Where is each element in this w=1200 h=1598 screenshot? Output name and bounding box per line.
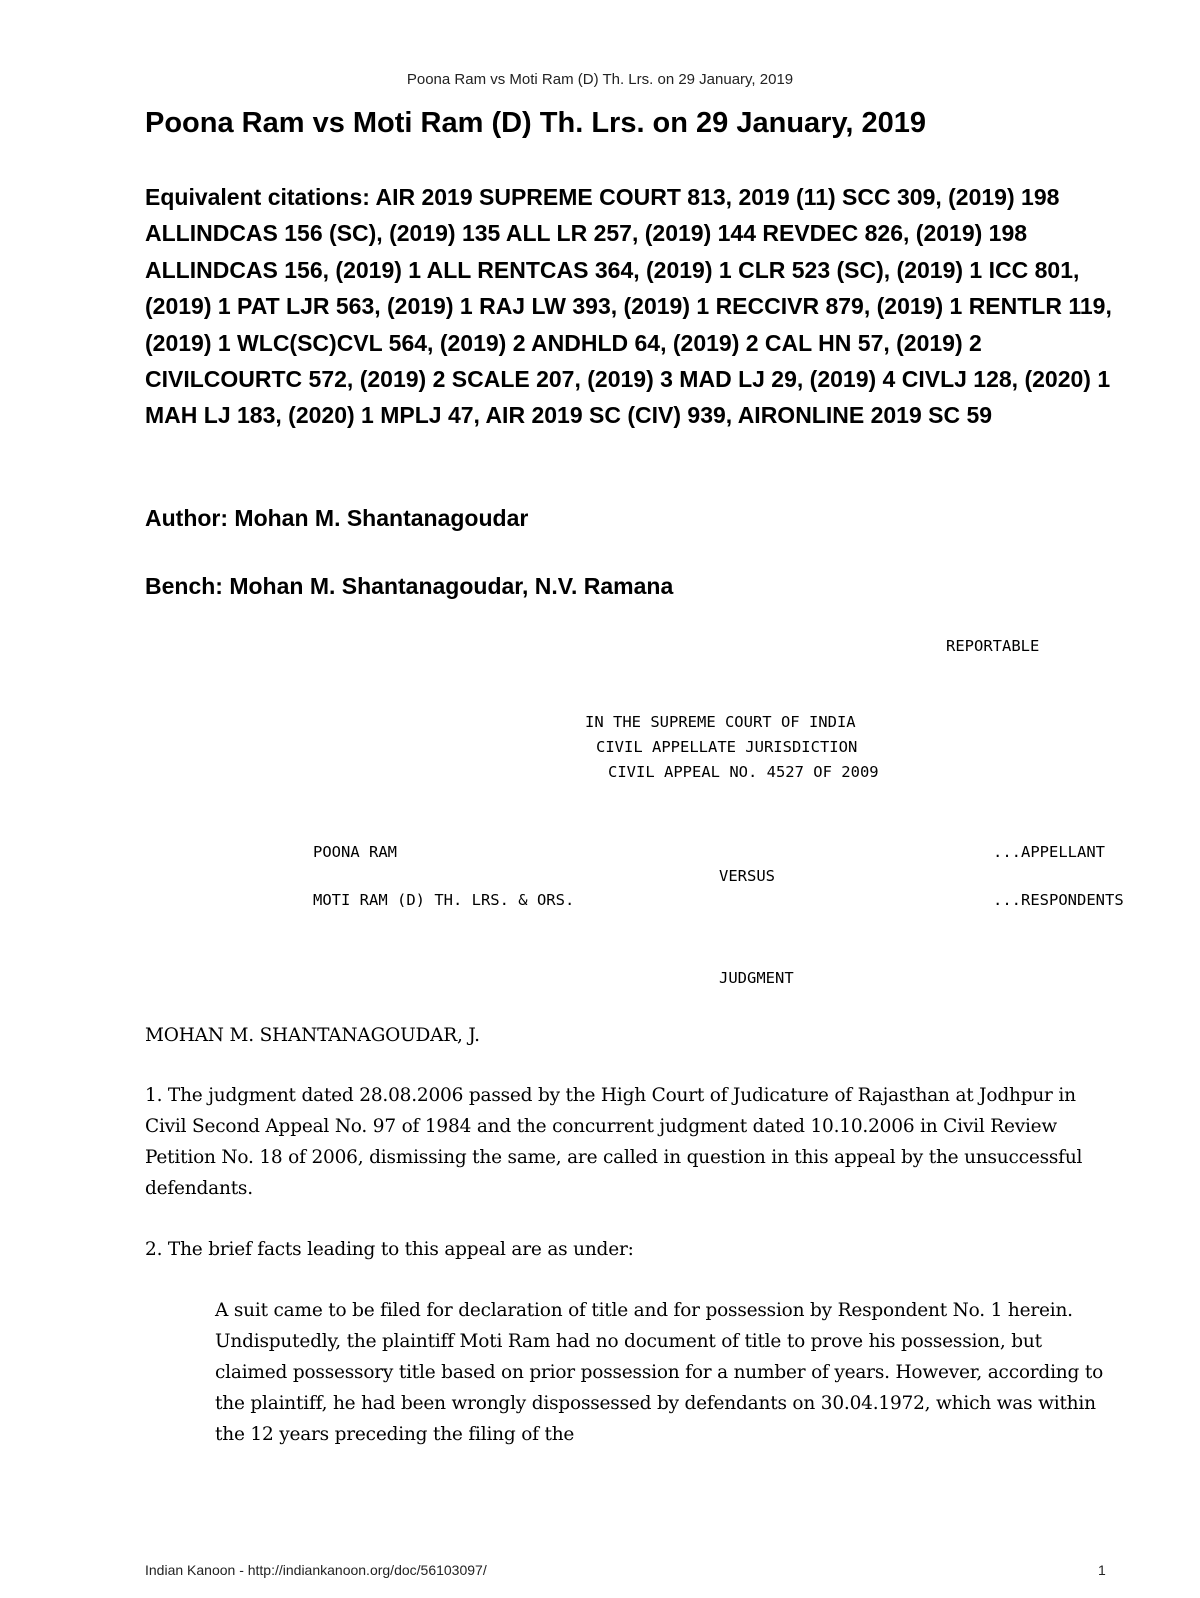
equivalent-citations: Equivalent citations: AIR 2019 SUPREME COURT 813, 2019 (11) SCC 309, (2019) 198 ALLINDCAS 156 (SC), (2019) 135 ALL LR 257, (2019) 144 REVDEC 826, (2019) 198 ALLINDCAS 156, (2019) 1 ALL RENTCAS 364, (2019) 1 CLR 523 (SC), (2019) 1 ICC 801, (2019) 1 PAT LJR 563, (2019) 1 RAJ LW 393, (2019) 1 RECCIVR 879, (2019) 1 RENTLR 119, (2019) 1 WLC(SC)CVL 564, (2019) 2 ANDHLD 64, (2019) 2 CAL HN 57, (2019) 2 CIVILCOURTC 572, (2019) 2 SCALE 207, (2019) 3 MAD LJ 29, (2019) 4 CIVLJ 128, (2020) 1 MAH LJ 183, (2020) 1 MPLJ 47, AIR 2019 SC (CIV) 939, AIRONLINE 2019 SC 59	[145, 184, 1112, 429]
paragraph-1: 1. The judgment dated 28.08.2006 passed by the High Court of Judicature of Rajasthan at Jodhpur in Civil Second Appeal No. 97 of 1984 and the concurrent judgment dated 10.10.2006 in Civil Review Petition No. 18 of 2006, dismissing the same, are called in question in this appeal by the unsuccessful defendants.	[145, 1085, 1083, 1199]
footer-source: Indian Kanoon - http://indiankanoon.org/doc/56103097/	[145, 1562, 487, 1578]
appellant-role: ...APPELLANT	[993, 843, 1105, 861]
judge-name: MOHAN M. SHANTANAGOUDAR, J.	[145, 1025, 480, 1046]
paragraph-2: 2. The brief facts leading to this appeal are as under:	[145, 1239, 634, 1260]
document-title: Poona Ram vs Moti Ram (D) Th. Lrs. on 29 January, 2019	[145, 107, 927, 139]
respondent-name: MOTI RAM (D) TH. LRS. & ORS.	[313, 891, 575, 909]
page-number: 1	[1098, 1562, 1106, 1578]
reportable-label: REPORTABLE	[946, 637, 1040, 655]
running-header: Poona Ram vs Moti Ram (D) Th. Lrs. on 29 January, 2019	[406, 71, 794, 88]
appeal-number: CIVIL APPEAL NO. 4527 OF 2009	[608, 763, 879, 781]
court-name: IN THE SUPREME COURT OF INDIA	[585, 713, 856, 731]
bench-line: Bench: Mohan M. Shantanagoudar, N.V. Ramana	[145, 573, 674, 599]
block-quote: A suit came to be filed for declaration of title and for possession by Respondent No. 1 herein. Undisputedly, the plaintiff Moti Ram had no document of title to prove his possession, but claimed possessory title based on prior possession for a number of years. However, according to the plaintiff, he had been wrongly dispossessed by defendants on 30.04.1972, which was within the 12 years preceding the filing of the	[215, 1300, 1104, 1445]
judgment-heading: JUDGMENT	[719, 969, 794, 987]
appellant-name: POONA RAM	[313, 843, 397, 861]
jurisdiction: CIVIL APPELLATE JURISDICTION	[596, 738, 858, 756]
author-line: Author: Mohan M. Shantanagoudar	[145, 505, 529, 531]
versus-label: VERSUS	[719, 867, 775, 885]
respondent-role: ...RESPONDENTS	[993, 891, 1124, 909]
